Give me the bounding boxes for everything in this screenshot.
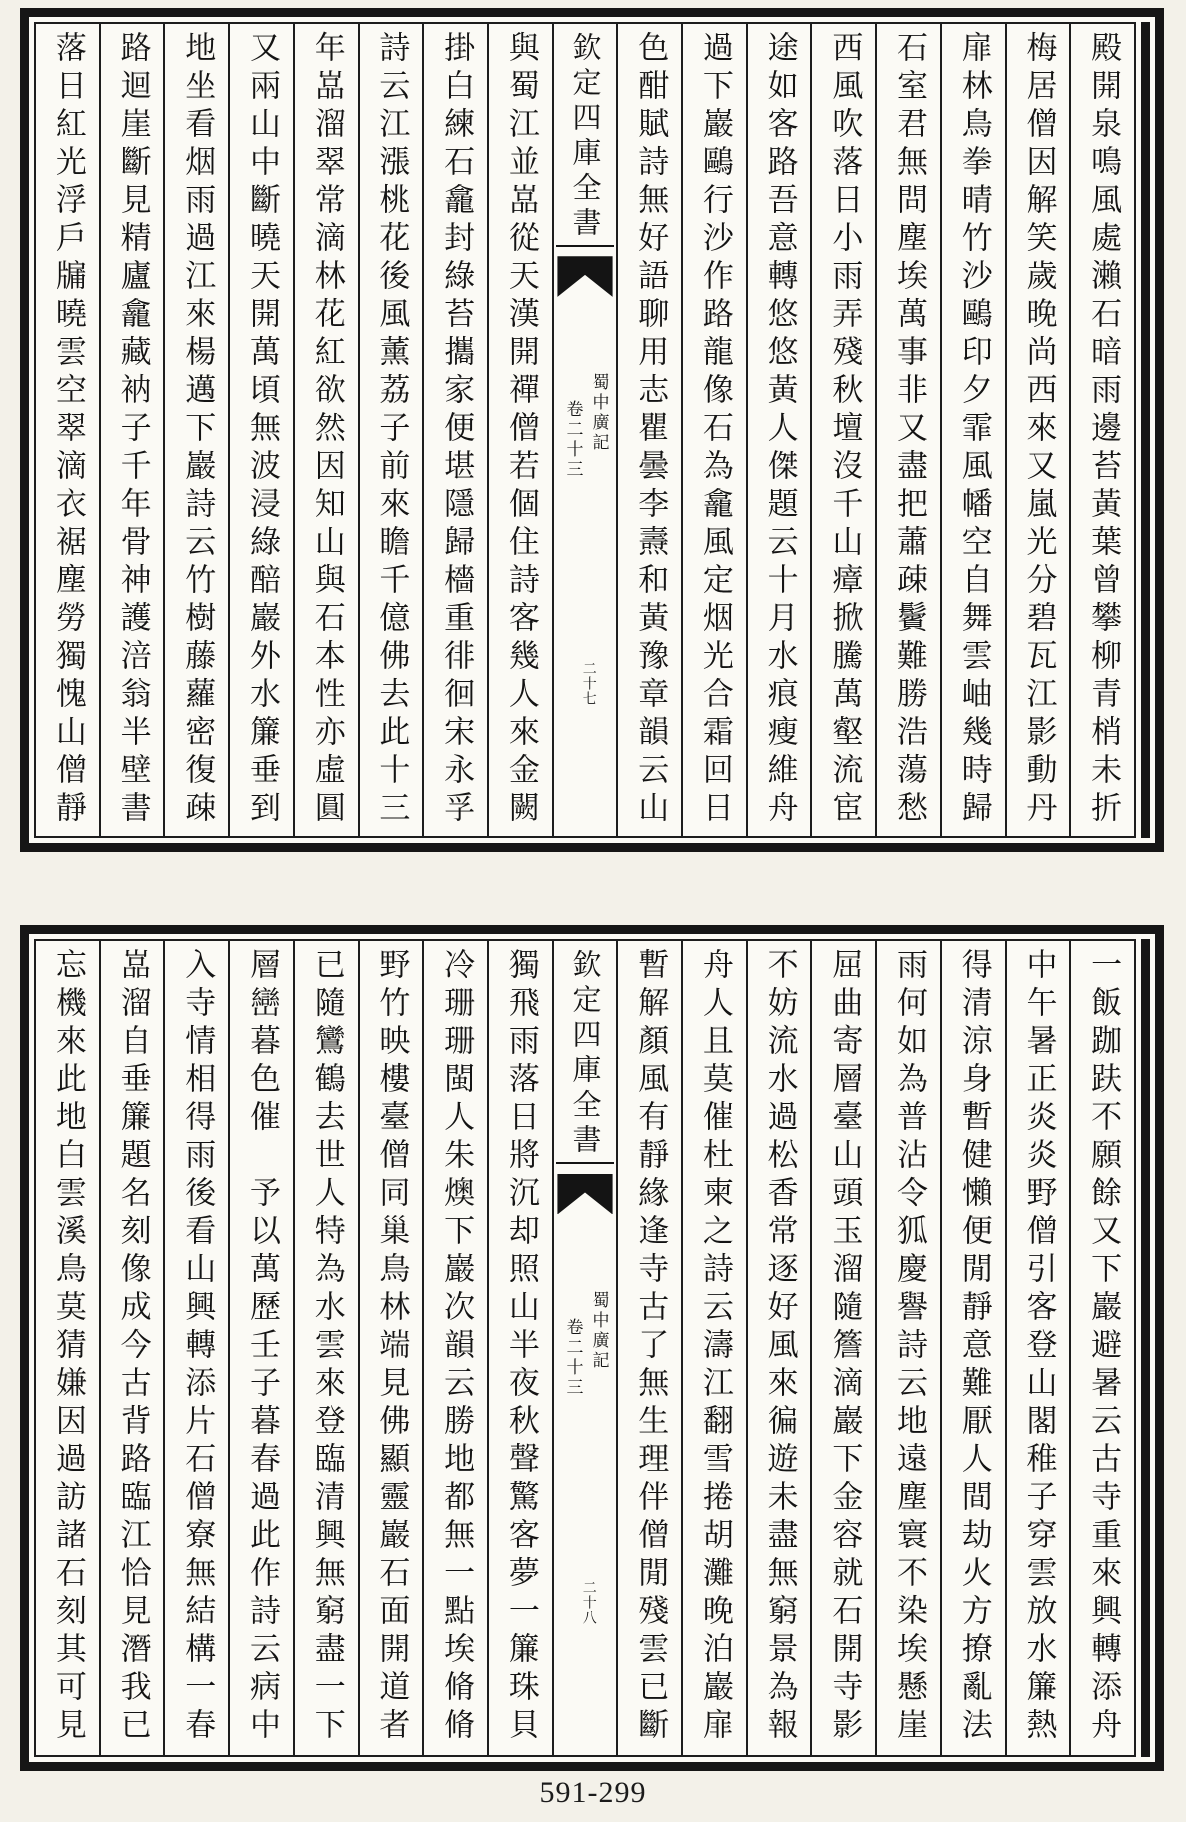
text-column: [422, 24, 487, 836]
column-text: 地坐看烟雨過江來楊邁下巖詩云竹樹藤蘿密復疎: [179, 31, 216, 829]
column-text: 冷珊珊閩人朱燠下巖次韻云勝地都無一點埃脩脩: [438, 948, 475, 1746]
text-column: [940, 941, 1005, 1755]
lower-text-area: [34, 939, 1136, 1757]
column-text: 嵓溜自垂簾題名刻像成今古背路臨江恰見潛我已: [114, 948, 151, 1746]
column-text: 梅居僧因解笑歲晚尚西來又嵐光分碧瓦江影動丹: [1020, 31, 1057, 829]
column-text: 暫解顏風有靜緣逢寺古了無生理伴僧閒殘雲已斷: [632, 948, 669, 1746]
text-column: [1005, 941, 1070, 1755]
book-title-label: 蜀中廣記: [588, 373, 609, 454]
text-column: [875, 941, 940, 1755]
column-text: 獨飛雨落日將沉却照山半夜秋聲驚客夢一簾珠貝: [502, 948, 539, 1746]
text-column: [99, 24, 164, 836]
text-column: [228, 24, 293, 836]
column-text: 入寺情相得雨後看山興轉添片石僧寮無結構一春: [179, 948, 216, 1746]
text-column: [163, 24, 228, 836]
center-labels: [554, 373, 617, 480]
title-box-rule: [556, 245, 614, 247]
chapter-label: 卷二十三: [562, 400, 583, 481]
column-text: 掛白練石龕封綠苔攜家便堪隱歸檣重徘徊宋永孚: [438, 31, 475, 829]
column-text: 過下巖鷗行沙作路龍像石為龕風定烟光合霜回日: [696, 31, 733, 829]
column-text: 層巒暮色催 予以萬歷壬子暮春過此作詩云病中: [244, 948, 280, 1746]
book-title-label: 蜀中廣記: [588, 1291, 609, 1372]
text-column: [746, 24, 811, 836]
spine-bar: [1141, 22, 1150, 838]
text-column: [940, 24, 1005, 836]
center-banxin-column: [552, 24, 617, 836]
text-column: [1069, 24, 1134, 836]
text-column: [487, 941, 552, 1755]
spine-bar: [1141, 939, 1150, 1757]
text-column: [1005, 24, 1070, 836]
column-text: 扉林鳥拳晴竹沙鷗印夕霏風幡空自舞雲岫幾時歸: [955, 31, 992, 829]
text-column: [228, 941, 293, 1755]
column-text: 雨何如為普沾令狐慶譽詩云地遠塵寰不染埃懸崖: [891, 948, 928, 1746]
upper-folio-block: [20, 8, 1164, 852]
text-column: [810, 941, 875, 1755]
column-text: 詩云江漲桃花後風薰荔子前來瞻千億佛去此十三: [373, 31, 410, 829]
text-column: [99, 941, 164, 1755]
column-text: 又兩山中斷曉天開萬頃無波浸綠醅巖外水簾垂到: [244, 31, 280, 829]
text-column: [163, 941, 228, 1755]
page-number: 591-299: [539, 1776, 647, 1809]
column-text: 石室君無問塵埃萬事非又盡把蕭疎鬢難勝浩蕩愁: [891, 31, 928, 829]
text-column: [36, 941, 99, 1755]
fishtail-mark: [557, 256, 612, 297]
title-box-rule: [556, 1162, 614, 1164]
column-text: 殿開泉鳴風處瀨石暗雨邊苔黃葉曾攀柳青梢未折: [1085, 31, 1122, 829]
text-column: [358, 24, 423, 836]
center-banxin-column: [552, 941, 617, 1755]
text-column: [616, 941, 681, 1755]
column-text: 與蜀江並嵓從天漢開禪僧若個住詩客幾人來金闕: [502, 31, 539, 829]
text-column: [746, 941, 811, 1755]
folio-number: 二十七: [580, 661, 597, 707]
fishtail-mark: [557, 1174, 612, 1215]
column-text: 路迴崖斷見精廬龕藏衲子千年骨神護涪翁半壁書: [114, 31, 151, 829]
column-text: 中午暑正炎炎野僧引客登山閣稚子穿雲放水簾熱: [1020, 948, 1057, 1746]
text-column: [293, 941, 358, 1755]
text-column: [1069, 941, 1134, 1755]
column-text: 忘機來此地白雲溪鳥莫猜嫌因過訪諸石刻其可見: [49, 948, 86, 1746]
column-text: 舟人且莫催杜柬之詩云濤江翻雪捲胡灘晚泊巖扉: [696, 948, 733, 1746]
column-text: 屈曲寄層臺山頭玉溜隨簷滴巖下金容就石開寺影: [826, 948, 863, 1746]
column-text: 落日紅光浮戶牖曉雲空翠滴衣裾塵勞獨愧山僧靜: [49, 31, 86, 829]
column-text: 途如客路吾意轉悠悠黃人傑題云十月水痕瘦維舟: [761, 31, 798, 829]
upper-text-area: [34, 22, 1136, 838]
text-column: [36, 24, 99, 836]
column-text: 野竹映樓臺僧同巢鳥林端見佛顯靈巖石面開道者: [373, 948, 410, 1746]
lower-folio-block: [20, 925, 1164, 1771]
column-text: 一飯跏趺不願餘又下巖避暑云古寺重來興轉添舟: [1085, 948, 1122, 1746]
chapter-label: 卷二十三: [562, 1318, 583, 1399]
collection-title: 欽定四庫全書: [568, 949, 603, 1160]
center-labels: [554, 1291, 617, 1398]
collection-title: 欽定四庫全書: [568, 32, 603, 243]
text-column: [358, 941, 423, 1755]
column-text: 年嵓溜翠常滴林花紅欲然因知山與石本性亦虛圓: [308, 31, 345, 829]
text-column: [616, 24, 681, 836]
text-column: [422, 941, 487, 1755]
text-column: [487, 24, 552, 836]
column-text: 西風吹落日小雨弄殘秋壇沒千山瘴掀騰萬壑流宦: [826, 31, 863, 829]
folio-number: 二十八: [580, 1579, 597, 1625]
column-text: 已隨鸞鶴去世人特為水雲來登臨清興無窮盡一下: [308, 948, 345, 1746]
text-column: [681, 24, 746, 836]
column-text: 得清涼身暫健懶便閒靜意難厭人間劫火方撩亂法: [955, 948, 992, 1746]
column-text: 色酣賦詩無好語聊用志瞿曇李燾和黃豫章韻云山: [632, 31, 669, 829]
column-text: 不妨流水過松香常逐好風來徧遊未盡無窮景為報: [761, 948, 798, 1746]
text-column: [293, 24, 358, 836]
text-column: [875, 24, 940, 836]
text-column: [681, 941, 746, 1755]
text-column: [810, 24, 875, 836]
